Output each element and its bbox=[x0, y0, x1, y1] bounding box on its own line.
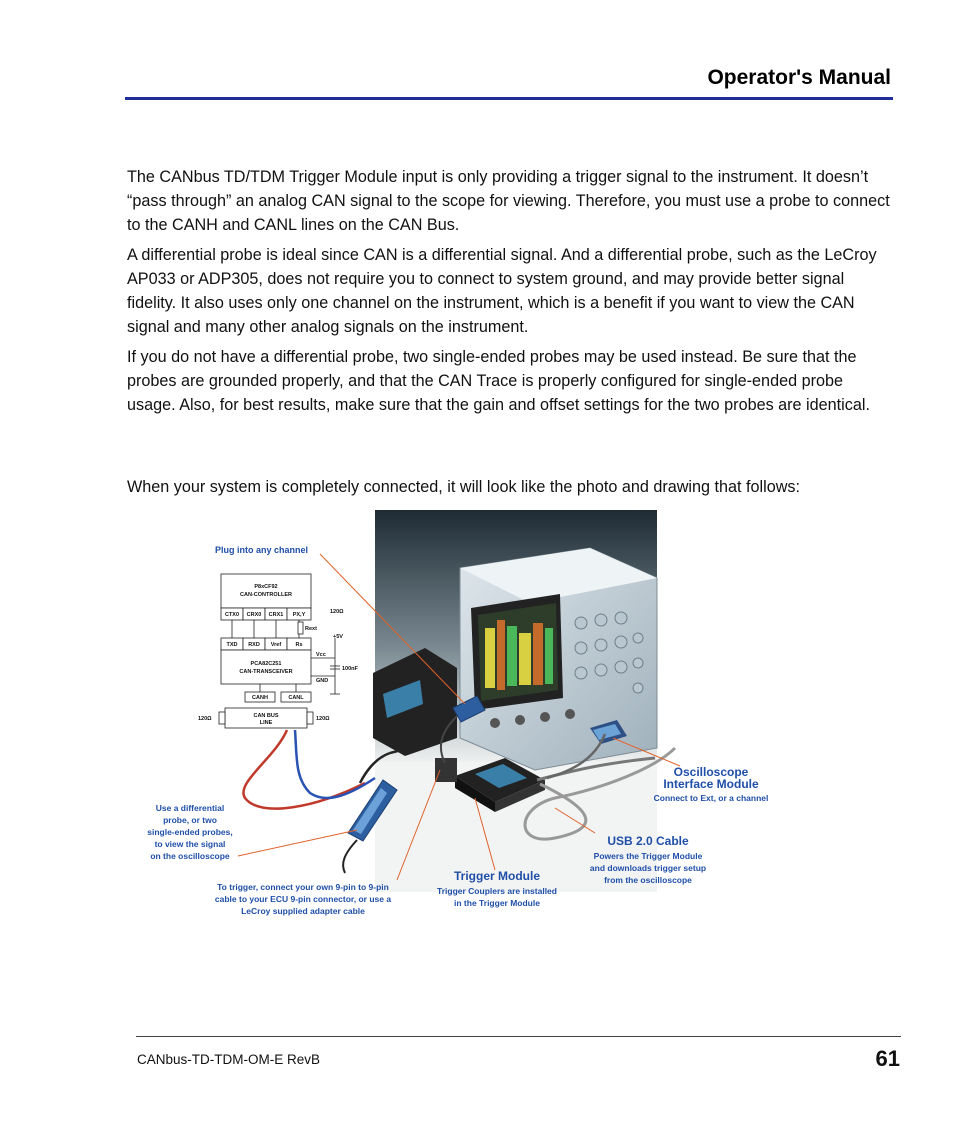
diagram-label: CAN-TRANSCEIVER bbox=[239, 669, 293, 675]
diagram-label: PX,Y bbox=[292, 612, 306, 618]
diagram-label: Vcc bbox=[316, 652, 326, 658]
callout-text: cable to your ECU 9-pin connector, or use a bbox=[214, 894, 392, 904]
footer-rule bbox=[136, 1036, 901, 1037]
callout-differential bbox=[147, 803, 233, 861]
page-header-title: Operator's Manual bbox=[707, 66, 891, 89]
callout-title: Interface Module bbox=[663, 777, 759, 791]
callout-text: Trigger Couplers are installed bbox=[437, 886, 557, 896]
callout-text: LeCroy supplied adapter cable bbox=[241, 906, 365, 916]
callout-text: Powers the Trigger Module bbox=[593, 851, 703, 861]
callout-plug: Plug into any channel bbox=[215, 545, 309, 555]
diagram-label: RXD bbox=[248, 642, 260, 648]
callout-text: To trigger, connect your own 9-pin to 9-pin bbox=[217, 882, 389, 892]
diagram-label: Rext bbox=[305, 626, 317, 632]
probe-wire-blue bbox=[295, 730, 375, 798]
callout-usb-cable bbox=[590, 834, 706, 885]
paragraph-single-ended-probes bbox=[127, 345, 891, 417]
connection-figure bbox=[135, 508, 785, 928]
callout-trigger-module bbox=[437, 869, 557, 908]
callout-text: in the Trigger Module bbox=[454, 898, 540, 908]
diagram-label: +5V bbox=[333, 634, 343, 640]
paragraph-trigger-input bbox=[127, 165, 891, 237]
callout-text: on the oscilloscope bbox=[150, 851, 230, 861]
diagram-label: CRX1 bbox=[268, 612, 284, 618]
paragraph-connected-system bbox=[127, 475, 891, 499]
paragraph-differential-probe bbox=[127, 243, 891, 339]
callout-title: USB 2.0 Cable bbox=[607, 834, 689, 848]
callout-oscilloscope-interface bbox=[654, 765, 769, 803]
callout-text: and downloads trigger setup bbox=[589, 863, 707, 873]
callout-text: to view the signal bbox=[154, 839, 226, 849]
callout-text: from the oscilloscope bbox=[604, 875, 692, 885]
diagram-label: CANH bbox=[252, 695, 268, 701]
diagram-label: CANL bbox=[288, 695, 304, 701]
callout-text: probe, or two bbox=[163, 815, 217, 825]
probe-wire-red bbox=[243, 730, 365, 809]
connection-figure-svg bbox=[135, 508, 785, 928]
diagram-label: GND bbox=[316, 678, 329, 684]
diagram-label: PCA82C251 bbox=[250, 661, 282, 667]
header-rule bbox=[125, 97, 893, 100]
diagram-label: CTX0 bbox=[224, 612, 240, 618]
paragraph-text: When your system is completely connected, it will look like the photo and drawing that follows: bbox=[127, 478, 801, 496]
callout-title: Oscilloscope bbox=[673, 765, 749, 779]
callout-title: Trigger Module bbox=[453, 869, 541, 883]
diagram-label: CAN-CONTROLLER bbox=[240, 592, 292, 598]
paragraph-text: The CANbus TD/TDM Trigger Module input is only providing a trigger signal to the instrument. It doesn’t “pass through” an analog CAN signal to the scope for viewing. Therefore, you must use a probe to connect to the CANH and CANL lines on the CAN Bus. bbox=[127, 168, 890, 234]
diagram-label: 120Ω bbox=[316, 716, 330, 722]
callout-text: Use a differential bbox=[155, 803, 225, 813]
diagram-label: CRX0 bbox=[246, 612, 262, 618]
footer-doc-id: CANbus-TD-TDM-OM-E RevB bbox=[137, 1052, 321, 1067]
diagram-label: CAN BUS bbox=[253, 713, 279, 719]
callout-text: Connect to Ext, or a channel bbox=[653, 793, 769, 803]
diagram-label: LINE bbox=[259, 720, 273, 726]
diagram-label: TXD bbox=[226, 642, 238, 648]
diagram-label: 100nF bbox=[342, 666, 358, 672]
oscilloscope-image bbox=[460, 548, 657, 770]
callout-text: single-ended probes, bbox=[147, 827, 233, 837]
diagram-label: 120Ω bbox=[330, 609, 344, 615]
diagram-label: 120Ω bbox=[198, 716, 212, 722]
diagram-label: P8xCF92 bbox=[254, 584, 278, 590]
paragraph-text: If you do not have a differential probe, two single-ended probes may be used instead. Be sure that the probes are grounded properly, and that the CAN Trace is properly configured for single-ended probe usage. Also, for best results, make sure that the gain and offset settings for the two probes are identical. bbox=[127, 348, 870, 414]
callout-trigger-cable bbox=[215, 882, 391, 916]
diagram-label: Rs bbox=[295, 642, 303, 648]
diagram-label: Vref bbox=[270, 642, 282, 648]
paragraph-text: A differential probe is ideal since CAN is a differential signal. And a differential probe, such as the LeCroy AP033 or ADP305, does not require you to connect to system ground, and may provide better signal fidelity. It also uses only one channel on the instrument, which is a benefit if you want to view the CAN signal and many other analog signals on the instrument. bbox=[127, 246, 877, 336]
page-number: 61 bbox=[875, 1046, 900, 1071]
